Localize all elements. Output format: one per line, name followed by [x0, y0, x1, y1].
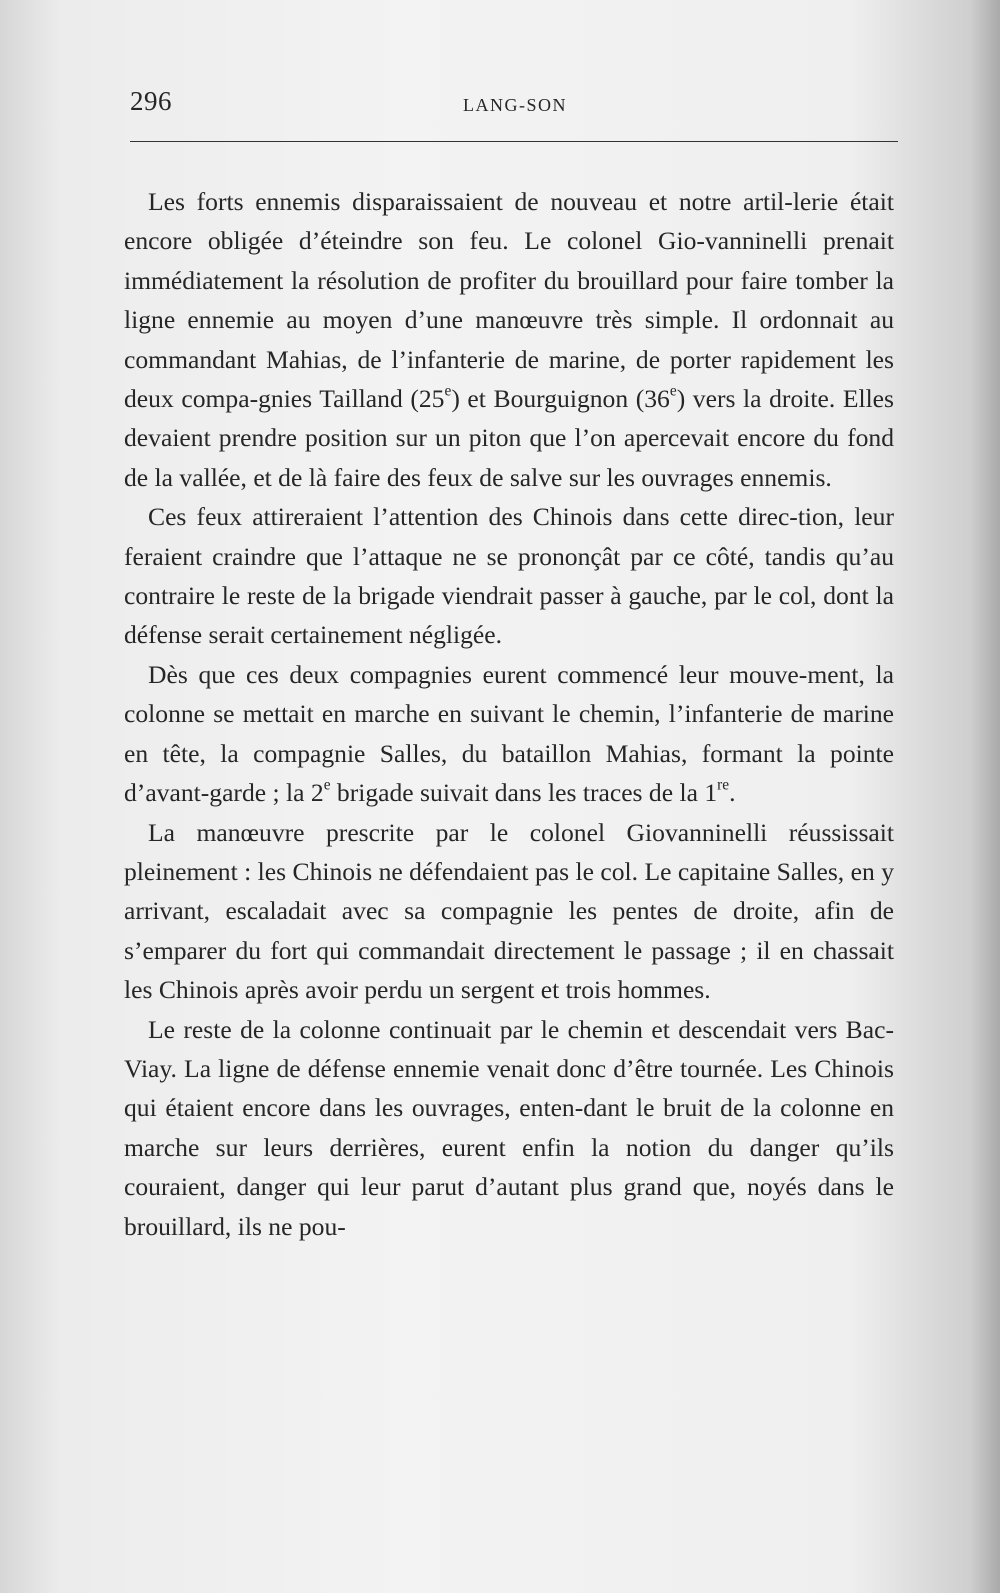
page-header — [130, 86, 900, 126]
page-number: 296 — [130, 86, 172, 116]
text-run: La manœuvre prescrite par le colonel Giovanninelli réussissait pleinement : les Chinois ne défendaient pas le col. Le capitaine Salles, en y arrivant, escaladait avec sa compagnie les pentes de droite, afin de s’emparer du fort qui commandait directement le passage ; il en chassait les Chinois après avoir perdu un sergent et trois hommes. — [124, 817, 894, 1005]
superscript: re — [717, 776, 730, 794]
superscript: e — [323, 776, 331, 794]
superscript: e — [444, 382, 452, 400]
text-run: Le reste de la colonne continuait par le chemin et descendait vers Bac-Viay. La ligne de défense ennemie venait donc d’être tournée. Les Chinois qui étaient encore dans les ouvrages, enten-dant le bruit de la colonne en marche sur leurs derrières, eurent enfin la notion du danger qu’ils couraient, danger qui leur parut d’autant plus grand que, noyés dans le brouillard, ils ne pou- — [124, 1014, 894, 1241]
superscript: e — [669, 382, 677, 400]
text-run: Ces feux attireraient l’attention des Chinois dans cette direc-tion, leur feraient craindre que l’attaque ne se prononçât par ce côté, tandis qu’au contraire le reste de la brigade viendrait passer à gauche, par le col, dont la défense serait certainement négligée. — [124, 502, 894, 650]
text-run: brigade suivait dans les traces de la 1 — [330, 778, 718, 808]
header-rule — [130, 141, 898, 142]
text-run: . — [729, 778, 736, 808]
running-title: LANG-SON — [463, 95, 567, 115]
paragraph-1 — [124, 182, 894, 497]
paragraph-3 — [124, 655, 894, 813]
text-run: Les forts ennemis disparaissaient de nouveau et notre artil-lerie était encore obligée d’éteindre son feu. Le colonel Gio-vanninelli prenait immédiatement la résolution de profiter du brouillard pour faire tomber la ligne ennemie au moyen d’une manœuvre très simple. Il ordonnait au commandant Mahias, de l’infanterie de marine, de porter rapidement les deux compa-gnies Tailland (25 — [124, 187, 894, 414]
paragraph-5 — [124, 1010, 894, 1246]
text-run: ) vers la droite. Elles devaient prendre position sur un piton que l’on apercevait encore du fond de la vallée, et de là faire des feux de salve sur les ouvrages ennemis. — [124, 384, 894, 492]
body-text — [124, 182, 894, 1246]
text-run: ) et Bourguignon (36 — [451, 384, 670, 414]
paragraph-4 — [124, 813, 894, 1010]
paragraph-2 — [124, 497, 894, 655]
text-run: Dès que ces deux compagnies eurent commencé leur mouve-ment, la colonne se mettait en marche en suivant le chemin, l’infanterie de marine en tête, la compagnie Salles, du bataillon Mahias, formant la pointe d’avant-garde ; la 2 — [124, 659, 894, 808]
